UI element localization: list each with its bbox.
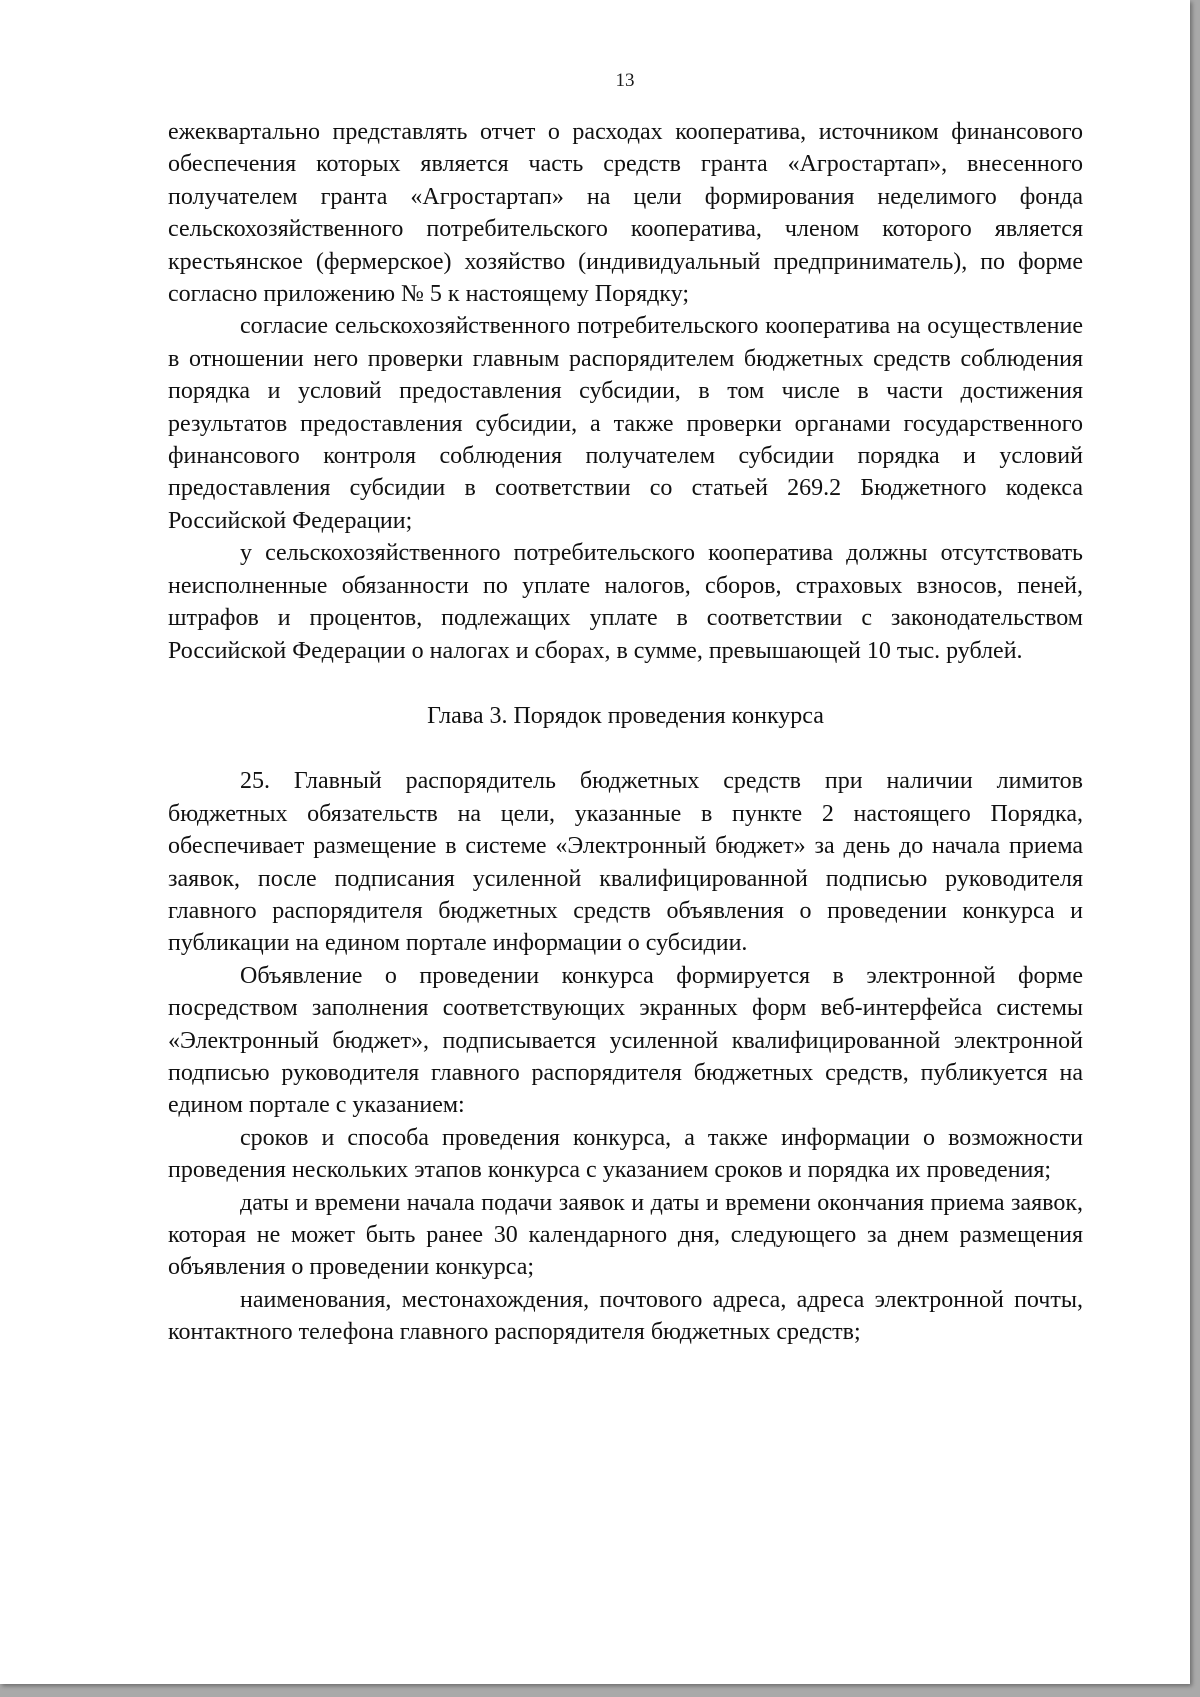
paragraph-contact-details: наименования, местонахождения, почтового адреса, адреса электронной почты, контактного телефона главного распорядителя бюджетных средств; — [168, 1286, 1083, 1346]
document-body — [168, 116, 1083, 1349]
page-number: 13 — [615, 70, 635, 91]
paragraph-terms-method: сроков и способа проведения конкурса, а также информации о возможности проведения нескольких этапов конкурса с указанием сроков и порядка их проведения; — [168, 1124, 1083, 1184]
paragraph-item-25: 25. Главный распорядитель бюджетных средств при наличии лимитов бюджетных обязательств на цели, указанные в пункте 2 настоящего Порядка, обеспечивает размещение в системе «Электронный бюджет» за день до начала приема заявок, после подписания усиленной квалифицированной подписью руководителя главного распорядителя бюджетных средств объявления о проведении конкурса и публикации на едином портале информации о субсидии. — [168, 768, 1083, 957]
paragraph-no-tax-debts: у сельскохозяйственного потребительского кооператива должны отсутствовать неисполненные обязанности по уплате налогов, сборов, страховых взносов, пеней, штрафов и процентов, подлежащих уплате в соответствии с законодательством Российской Федерации о налогах и сборах, в сумме, превышающей 10 тыс. рублей. — [168, 540, 1083, 664]
paragraph-consent-inspection: согласие сельскохозяйственного потребительского кооператива на осуществление в отношении него проверки главным распорядителем бюджетных средств соблюдения порядка и условий предоставления субсидии, в том числе в части достижения результатов предоставления субсидии, а также проверки органами государственного финансового контроля соблюдения получателем субсидии порядка и условий предоставления субсидии в соответствии со статьей 269.2 Бюджетного кодекса Российской Федерации; — [168, 313, 1083, 534]
paragraph-dates-times: даты и времени начала подачи заявок и даты и времени окончания приема заявок, которая не может быть ранее 30 календарного дня, следующего за днем размещения объявления о проведении конкурса; — [168, 1189, 1083, 1281]
paragraph-announcement-form: Объявление о проведении конкурса формируется в электронной форме посредством заполнения соответствующих экранных форм веб-интерфейса системы «Электронный бюджет», подписывается усиленной квалифицированной электронной подписью руководителя главного распорядителя бюджетных средств, публикуется на едином портале с указанием: — [168, 962, 1083, 1119]
chapter-heading: Глава 3. Порядок проведения конкурса — [427, 702, 824, 729]
paragraph-quarterly-report: ежеквартально представлять отчет о расходах кооператива, источником финансового обеспечения которых является часть средств гранта «Агростартап», внесенного получателем гранта «Агростартап» на цели формирования неделимого фонда сельскохозяйственного потребительского кооператива, членом которого является крестьянское (фермерское) хозяйство (индивидуальный предприниматель), по форме согласно приложению № 5 к настоящему Порядку; — [168, 119, 1083, 308]
